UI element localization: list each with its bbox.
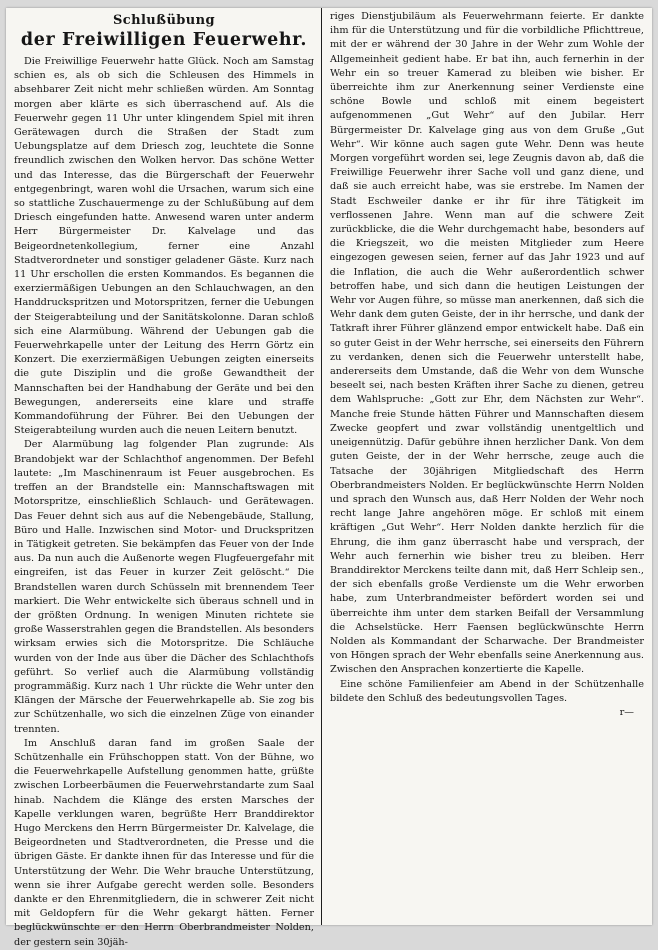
paragraph: Die Freiwillige Feuerwehr hatte Glück. Noch am Samstag schien es, als ob sich die Schleusen des Himmels in absehbarer Zeit nicht mehr schließen würden. Am Sonntag morgen aber klärte es sich überraschend auf. Als die Feuerwehr gegen 11 Uhr unter klingendem Spiel mit ihren Gerätewagen durch die Straßen der Stadt zum Uebungsplatze auf dem Driesch zog, leuchtete die Sonne freundlich zwischen den Wolken hervor. Das schöne Wetter und das Interesse, das die Bürgerschaft der Feuerwehr entgegenbringt, waren wohl die Ursachen, warum sich eine so stattliche Zuschauermenge zu der Schlußübung auf dem Driesch eingefunden hatte. Anwesend waren unter anderm Herr Bürgermeister Dr. Kalvelage und das Beigeordnetenkollegium, ferner eine Anzahl Stadtverordneter und sonstiger geladener Gäste. Kurz nach 11 Uhr erschollen die ersten Kommandos. Es begannen die exerziermäßigen Uebungen an den Schlauchwagen, an den Handdruckspritzen und Motorspritzen, ferner die Uebungen der Steigerabteilung und der Sanitätskolonne. Daran schloß sich eine Alarmübung. Während der Uebungen gab die Feuerwehrkapelle unter der Leitung des Herrn Görtz ein Konzert. Die exerziermäßigen Uebungen zeigten einerseits die gute Disziplin und die große Gewandtheit der Mannschaften bei der Handhabung der Geräte und bei den Bewegungen, andererseits eine klare und straffe Kommandoführung der Führer. Bei den Uebungen der Steigerabteilung wurden auch die neuen Leitern benutzt.: [14, 56, 314, 437]
article-column-left: [14, 8, 314, 948]
column-divider: [321, 8, 322, 925]
article-column-right: [330, 10, 644, 925]
paragraph: riges Dienstjubiläum als Feuerwehrmann feierte. Er dankte ihm für die Unterstützung und für die vorbildliche Pflichttreue, mit der er während der 30 Jahre in der Wehr zum Wohle der Allgemeinheit gedient habe. Er bat ihn, auch fernerhin in der Wehr ein so treuer Kamerad zu bleiben wie bisher. Er überreichte ihm zur Anerkennung seiner Verdienste eine schöne Bowle und schloß mit einem begeistert aufgenommenen „Gut Wehr“ auf den Jubilar. Herr Bürgermeister Dr. Kalvelage ging aus von dem Gruße „Gut Wehr“. Wir könne auch sagen gute Wehr. Denn was heute Morgen vorgeführt worden sei, lege Zeugnis davon ab, daß die Freiwillige Feuerwehr ihrer Sache voll und ganz diene, und daß sie auch erreicht habe, was sie erstrebe. Im Namen der Stadt Eschweiler danke er ihr für ihre Tätigkeit im verflossenen Jahre. Wenn man auf die schwere Zeit zurückblicke, die die Wehr durchgemacht habe, besonders auf die Kriegszeit, wo die meisten Mitglieder zum Heere eingezogen gewesen seien, ferner auf das Jahr 1923 und auf die Inflation, die auch die Wehr außerordentlich schwer betroffen habe, und sich dann die heutigen Leistungen der Wehr vor Augen führe, so müsse man anerkennen, daß sich die Wehr dank dem guten Geiste, der in ihr herrsche, und dank der Tatkraft ihrer Führer glänzend empor entwickelt habe. Daß ein so guter Geist in der Wehr herrsche, sei einerseits den Führern zu verdanken, denen sich die Feuerwehr unterstellt habe, andererseits dem Umstande, daß die Wehr von dem Wunsche beseelt sei, nach besten Kräften ihrer Sache zu dienen, getreu dem Wahlspruche: „Gott zur Ehr, dem Nächsten zur Wehr“. Manche freie Stunde hätten Führer und Mannschaften diesem Zwecke geopfert und zwar vollständig unentgeltlich und uneigennützig. Dafür gebühre ihnen herzlicher Dank. Von dem guten Geiste, der in der Wehr herrsche, zeuge auch die Tatsache der 30jährigen Mitgliedschaft des Herrn Oberbrandmeisters Nolden. Er beglückwünschte Herrn Nolden und sprach den Wunsch aus, daß Herr Nolden der Wehr noch recht lange Jahre angehören möge. Er schloß mit einem kräftigen „Gut Wehr“. Herr Nolden dankte herzlich für die Ehrung, die ihm ganz überrascht habe und versprach, der Wehr auch fernerhin wie bisher treu zu bleiben. Herr Branddirektor Merckens teilte dann mit, daß Herr Schleip sen., der sich ebenfalls große Verdienste um die Wehr erworben habe, zum Unterbrandmeister befördert worden sei und überreichte ihm unter dem starken Beifall der Versammlung die Achselstücke. Herr Faensen beglückwünschte Herrn Nolden als Kommandant der Scharwache. Der Brandmeister von Höngen sprach der Wehr ebenfalls seine Anerkennung aus. Zwischen den Ansprachen konzertierte die Kapelle.: [330, 11, 644, 676]
headline-line-2: der Freiwilligen Feuerwehr.: [20, 30, 308, 50]
headline-line-1: Schlußübung: [113, 13, 215, 28]
paragraph: Im Anschluß daran fand im großen Saale der Schützenhalle ein Frühschoppen statt. Von der Bühne, wo die Feuerwehrkapelle Aufstellung genommen hatte, grüßte zwischen Lorbeerbäumen die Feuerwehrstandarte zum Saal hinab. Nachdem die Klänge des ersten Marsches der Kapelle verklungen waren, begrüßte Herr Branddirektor Hugo Merckens den Herrn Bürgermeister Dr. Kalvelage, die Beigeordneten und Stadtverordneten, die Presse und die übrigen Gäste. Er dankte ihnen für das Interesse und für die Unterstützung der Wehr. Die Wehr brauche Unterstützung, wenn sie ihrer Aufgabe gerecht werden solle. Besonders dankte er den Ehrenmitgliedern, die in schwerer Zeit nicht mit Geldopfern für die Wehr gekargt hätten. Ferner beglückwünschte er den Herrn Oberbrandmeister Nolden, der gestern sein 30jäh-: [14, 737, 314, 948]
paragraph: Eine schöne Familienfeier am Abend in der Schützenhalle bildete den Schluß des bedeutungsvollen Tages.: [330, 678, 644, 704]
paragraph: Der Alarmübung lag folgender Plan zugrunde: Als Brandobjekt war der Schlachthof angenommen. Der Befehl lautete: „Im Maschinenraum ist Feuer ausgebrochen. Es treffen an der Brandstelle ein: Mannschaftswagen mit Motorspritze, einschließlich Schlauch- und Gerätewagen. Das Feuer dehnt sich aus auf die Nebengebäude, Stallung, Büro und Halle. Inzwischen sind Motor- und Druckspritzen in Tätigkeit getreten. Sie bekämpfen das Feuer von der Inde aus. Da nun auch die Außenorte wegen Flugfeuergefahr mit eingreifen, ist das Feuer in kurzer Zeit gelöscht.“ Die Brandstellen waren durch Schüsseln mit brennendem Teer markiert. Die Wehr entwickelte sich überaus schnell und in der größten Ordnung. In wenigen Minuten richtete sie große Wasserstrahlen gegen die Brandstellen. Als besonders wirksam erwies sich die Motorspritze. Die Schläuche wurden von der Inde aus über die Dächer des Schlachthofs geführt. So verlief auch die Alarmübung vollständig programmäßig. Kurz nach 1 Uhr rückte die Wehr unter den Klängen der Märsche der Feuerwehrkapelle ab. Sie zog bis zur Schützenhalle, wo sich die einzelnen Züge von einander trennten.: [14, 439, 314, 735]
author-signature: r—: [619, 706, 634, 718]
newspaper-clipping: [6, 8, 652, 948]
article-headline: [14, 12, 314, 51]
